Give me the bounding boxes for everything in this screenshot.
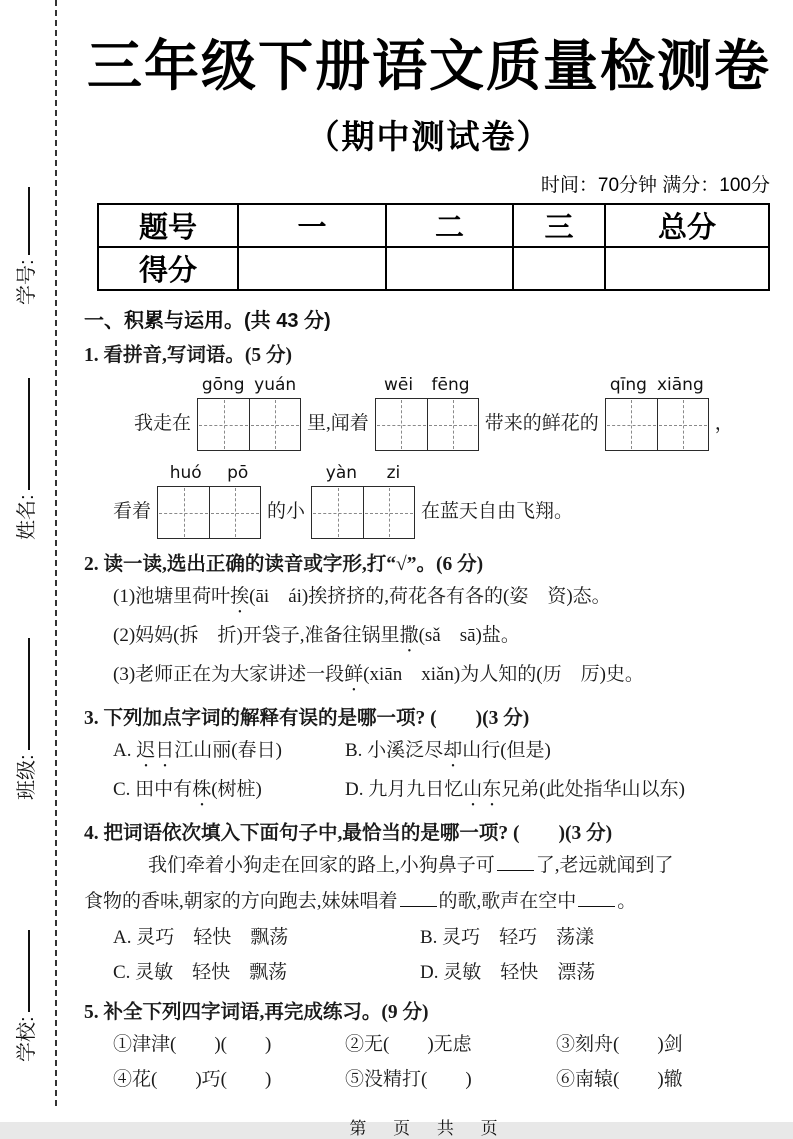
grid-cell	[198, 399, 249, 450]
q5-item-6: ⑥南辕( )辙	[556, 1069, 683, 1090]
student-id-field	[10, 187, 39, 305]
writing-grid	[605, 398, 709, 451]
q5-item-5: ⑤没精打( )	[345, 1069, 472, 1090]
q1-line2	[113, 463, 774, 539]
emphasized-character: 鲜	[344, 664, 364, 685]
fill-in-blank	[400, 888, 437, 907]
score-cell	[386, 247, 513, 290]
pinyin-grid-block	[605, 375, 709, 451]
class-label: 班级:	[16, 754, 38, 800]
class-blank-line	[26, 638, 30, 750]
q3-option-a	[113, 733, 345, 772]
page-title: 三年级下册语文质量检测卷	[86, 35, 771, 97]
q5-item-3: ③刻舟( )剑	[556, 1034, 683, 1055]
q1-text: 里,闻着	[307, 413, 369, 434]
exam-content	[84, 0, 774, 1139]
emphasized-character: 株	[192, 779, 212, 800]
student-name-label: 姓名:	[16, 494, 38, 540]
pinyin-syllable: qīng	[609, 375, 647, 395]
q5-items-row-2	[113, 1062, 774, 1097]
grid-cell	[376, 399, 427, 450]
text-segment: 。	[617, 891, 637, 912]
grid-cell	[427, 399, 478, 450]
student-id-blank-line	[26, 187, 30, 255]
q1-prompt: 1. 看拼音,写词语。(5 分)	[84, 345, 292, 366]
pinyin-grid-block	[197, 375, 301, 451]
q3-option-d	[345, 772, 685, 811]
q4-paragraph-line-2	[84, 884, 774, 920]
q1-text: 带来的鲜花的	[484, 413, 599, 434]
q4-option-a: A. 灵巧 轻快 飘荡	[113, 927, 289, 948]
pinyin-syllable: pō	[227, 463, 249, 483]
writing-grid	[311, 486, 415, 539]
score-cell	[605, 247, 769, 290]
text-segment: D. 九月九日忆	[345, 779, 464, 800]
pinyin-label	[375, 375, 479, 395]
score-table-header-row	[98, 204, 769, 247]
emphasized-character: 撒	[399, 625, 419, 646]
class-field	[10, 638, 39, 800]
pinyin-label	[605, 375, 709, 395]
q5-prompt: 5. 补全下列四字词语,再完成练习。(9 分)	[84, 1002, 429, 1023]
pinyin-syllable: yuán	[254, 375, 297, 395]
student-name-blank-line	[26, 378, 30, 490]
writing-grid	[197, 398, 301, 451]
school-label: 学校:	[16, 1016, 38, 1062]
grid-cell	[209, 487, 260, 538]
score-cell	[513, 247, 605, 290]
score-row-label: 得分	[98, 247, 238, 290]
q2-item-3	[113, 657, 774, 696]
q1-text: 在蓝天自由飞翔。	[421, 501, 574, 522]
pinyin-syllable: huó	[169, 463, 202, 483]
score-table-header-cell: 总分	[605, 204, 769, 247]
pinyin-label	[157, 463, 261, 483]
q1-line1	[134, 375, 774, 451]
text-segment: 我们牵着小狗走在回家的路上,小狗鼻子可	[148, 855, 495, 876]
q2-item-1	[113, 579, 774, 618]
q3-option-b	[345, 733, 551, 772]
score-table-header-cell: 一	[238, 204, 386, 247]
writing-grid	[375, 398, 479, 451]
q1-text: 我走在	[134, 413, 192, 434]
q2-prompt: 2. 读一读,选出正确的读音或字形,打“√”。(6 分)	[84, 554, 484, 575]
text-segment: 江山丽(春日)	[174, 740, 282, 761]
page-subtitle: （期中测试卷）	[306, 118, 552, 155]
pinyin-grid-block	[157, 463, 261, 539]
text-segment: 山行(但是)	[462, 740, 551, 761]
q4-prompt: 4. 把词语依次填入下面句子中,最恰当的是哪一项? ( )(3 分)	[84, 823, 613, 844]
pinyin-grid-block	[311, 463, 415, 539]
pinyin-syllable: gōng	[201, 375, 245, 395]
text-segment: 了,老远就闻到了	[535, 855, 674, 876]
q5-item-4: ④花( )巧( )	[113, 1069, 272, 1090]
page-footer: 第 页 共 页	[349, 1119, 509, 1138]
grid-cell	[363, 487, 414, 538]
text-segment: B. 小溪泛尽	[345, 740, 444, 761]
q4-option-d: D. 灵敏 轻快 漂荡	[420, 962, 596, 983]
emphasized-character: 挨	[230, 586, 250, 607]
text-segment: 兄弟(此处指华山以东)	[501, 779, 685, 800]
text-segment: (āi ái)挨挤挤的,荷花各有各的(姿 资)态。	[249, 586, 611, 607]
fill-in-blank	[497, 852, 534, 871]
q1-text: ，	[714, 413, 734, 434]
pinyin-syllable: zi	[386, 463, 401, 483]
text-segment: A.	[113, 740, 137, 761]
emphasized-character: 山东	[463, 779, 502, 800]
score-table-header-cell: 题号	[98, 204, 238, 247]
grid-cell	[158, 487, 209, 538]
pinyin-syllable: yàn	[325, 463, 358, 483]
pinyin-syllable: xiāng	[656, 375, 704, 395]
pinyin-label	[197, 375, 301, 395]
text-segment: (3)老师正在为大家讲述一段	[113, 664, 345, 685]
q5-item-2: ②无( )无虑	[345, 1034, 472, 1055]
student-id-label: 学号:	[16, 259, 38, 305]
grid-cell	[312, 487, 363, 538]
q4-options-row-1	[113, 920, 774, 955]
q4-paragraph-line-1	[148, 848, 774, 884]
school-blank-line	[26, 930, 30, 1012]
score-cell	[238, 247, 386, 290]
q2-item-2	[113, 618, 774, 657]
exam-time-score-meta: 时间：70分钟 满分：100分	[540, 175, 770, 196]
text-segment: 食物的香味,朝家的方向跑去,妹妹唱着	[84, 891, 398, 912]
pinyin-grid-block	[375, 375, 479, 451]
grid-cell	[249, 399, 300, 450]
grid-cell	[606, 399, 657, 450]
q3-options-row-2	[113, 772, 774, 811]
emphasized-character: 迟日	[136, 740, 175, 761]
fill-in-blank	[578, 888, 615, 907]
q3-options-row-1	[113, 733, 774, 772]
q4-option-b: B. 灵巧 轻巧 荡漾	[420, 927, 595, 948]
student-name-field	[10, 378, 39, 540]
text-segment: 的歌,歌声在空中	[438, 891, 577, 912]
school-field	[10, 930, 39, 1062]
pinyin-label	[311, 463, 415, 483]
q3-prompt: 3. 下列加点字词的解释有误的是哪一项? ( )(3 分)	[84, 708, 530, 729]
q4-options-row-2	[113, 955, 774, 990]
text-segment: (xiān xiǎn)为人知的(历 厉)史。	[363, 664, 644, 685]
score-table	[97, 203, 770, 291]
q3-option-c	[113, 772, 345, 811]
grid-cell	[657, 399, 708, 450]
text-segment: (sǎ sā)盐。	[418, 625, 520, 646]
text-segment: (2)妈妈(拆 折)开袋子,准备往锅里	[113, 625, 400, 646]
emphasized-character: 却	[443, 740, 463, 761]
text-segment: C. 田中有	[113, 779, 193, 800]
q5-item-1: ①津津( )( )	[113, 1034, 272, 1055]
q5-items-row-1	[113, 1027, 774, 1062]
score-table-header-cell: 三	[513, 204, 605, 247]
score-table-score-row	[98, 247, 769, 290]
q1-text: 看着	[113, 501, 152, 522]
binding-dashed-line	[55, 0, 57, 1106]
writing-grid	[157, 486, 261, 539]
text-segment: (树桩)	[211, 779, 262, 800]
text-segment: (1)池塘里荷叶	[113, 586, 231, 607]
q4-option-c: C. 灵敏 轻快 飘荡	[113, 962, 288, 983]
section1-heading: 一、积累与运用。(共 43 分)	[84, 310, 331, 332]
score-table-header-cell: 二	[386, 204, 513, 247]
pinyin-syllable: fēng	[431, 375, 470, 395]
pinyin-syllable: wēi	[384, 375, 414, 395]
q1-text: 的小	[267, 501, 306, 522]
